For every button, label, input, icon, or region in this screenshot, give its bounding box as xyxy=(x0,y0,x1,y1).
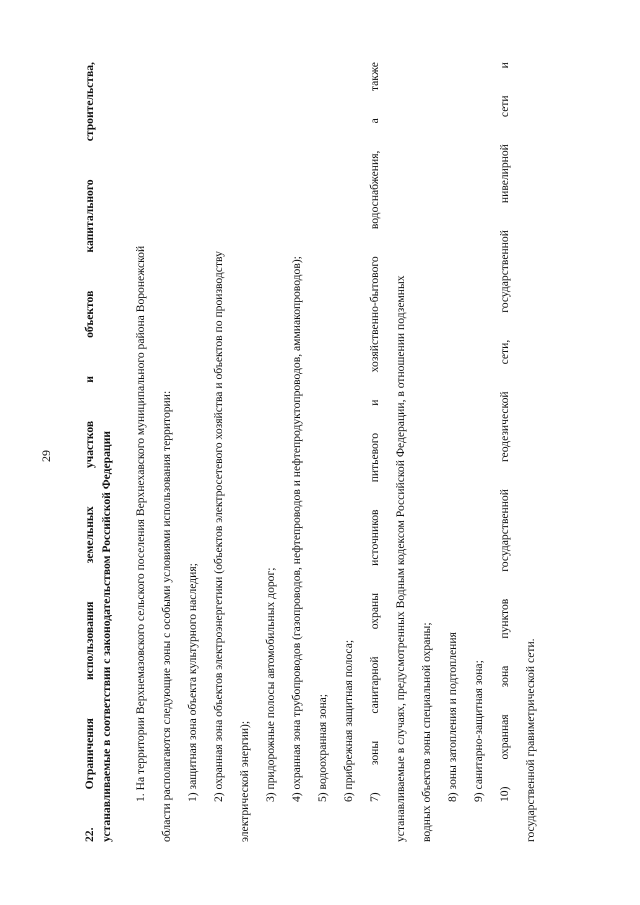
item-word: источников xyxy=(368,509,381,566)
list-item-8: 8) зоны затопления и подтопления xyxy=(446,632,459,802)
list-item-1: 1) защитная зона объекта культурного наследия; xyxy=(186,563,199,802)
heading-word: участков xyxy=(83,420,96,469)
heading-word: строительства, xyxy=(83,62,96,142)
item-word: также xyxy=(368,62,381,92)
item-word: зона xyxy=(498,665,511,688)
item-word: пунктов xyxy=(498,598,511,639)
heading-word: Ограничения xyxy=(83,718,96,790)
item-word: питьевого xyxy=(368,432,381,483)
item-word: 10) xyxy=(498,786,511,802)
item-word: санитарной xyxy=(368,656,381,714)
item-word: и xyxy=(368,399,381,406)
section-heading xyxy=(70,62,128,842)
heading-word: 22. xyxy=(83,827,96,842)
heading-word: капитального xyxy=(83,179,96,253)
item-word: хозяйственно-бытового xyxy=(368,256,381,373)
list-item-4: 4) охранная зона трубопроводов (газопроводов, нефтепроводов и нефтепродуктопроводов, аммиакопроводов); xyxy=(290,256,303,802)
item-word: сети, xyxy=(498,339,511,365)
list-item-3: 3) придорожные полосы автомобильных дорог; xyxy=(264,567,277,802)
list-item-7-line2: устанавливаемые в случаях, предусмотренных Водным кодексом Российской Федерации, в отношении подземных xyxy=(394,275,407,842)
list-item-10-line2: государственной гравиметрической сети. xyxy=(524,638,537,842)
list-item-6: 6) прибрежная защитная полоса; xyxy=(342,639,355,802)
intro-paragraph-line2: области располагаются следующие зоны с особыми условиями использования территории: xyxy=(160,390,173,842)
item-word: водоснабжения, xyxy=(368,150,381,230)
item-word: охраны xyxy=(368,593,381,630)
section-heading-line1 xyxy=(81,62,98,842)
list-item-2-line2: электрической энергии); xyxy=(238,720,251,842)
document-page xyxy=(70,62,540,842)
item-word: государственной xyxy=(498,230,511,313)
item-word: геодезической xyxy=(498,391,511,463)
item-word: 7) xyxy=(368,792,381,802)
list-item-10-line1 xyxy=(492,62,518,842)
item-word: а xyxy=(368,118,381,124)
list-item-9: 9) санитарно-защитная зона; xyxy=(472,660,485,802)
heading-word: использования xyxy=(83,601,96,680)
list-item-7-line1 xyxy=(362,62,388,842)
page-number: 29 xyxy=(39,450,53,462)
item-word: государственной xyxy=(498,489,511,572)
item-word: и xyxy=(498,62,511,69)
list-item-5: 5) водоохранная зона; xyxy=(316,693,329,802)
heading-word: объектов xyxy=(83,290,96,338)
intro-paragraph-line1: 1. На территории Верхнемазовского сельского поселения Верхнехавского муниципального района Воронежской xyxy=(134,245,147,802)
item-word: нивелирной xyxy=(498,144,511,204)
section-heading-line2: устанавливаемые в соответствии с законодательством Российской Федерации xyxy=(100,431,113,842)
heading-word: и xyxy=(83,376,96,383)
heading-word: земельных xyxy=(83,506,96,564)
item-word: зоны xyxy=(368,740,381,766)
item-word: сети xyxy=(498,95,511,118)
item-word: охранная xyxy=(498,714,511,760)
list-item-7-line3: водных объектов зоны специальной охраны; xyxy=(420,622,433,842)
list-item-2-line1: 2) охранная зона объектов электроэнергетики (объектов электросетевого хозяйства и объектов по производству xyxy=(212,251,225,802)
